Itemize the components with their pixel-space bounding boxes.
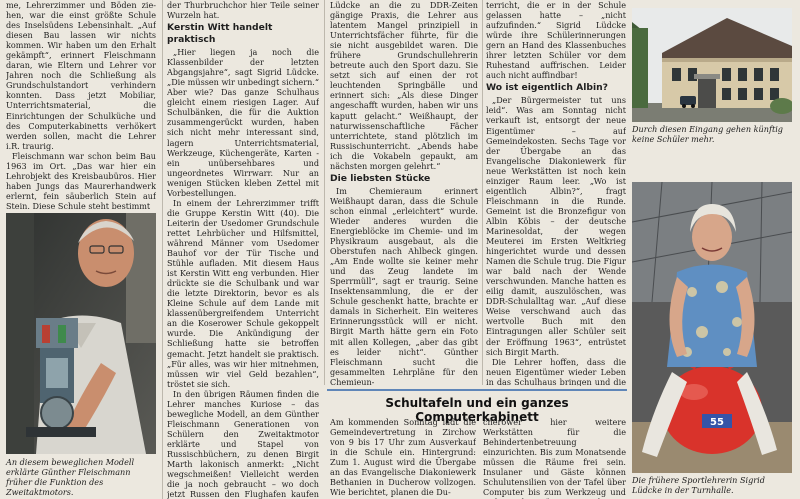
col2-paragraph-2: In einem der Lehrerzimmer trifft die Gruppe Kerstin Witt (40). Die Leiterin der Usedomer Grundschule rettet Lehrbücher und Hilfsmittel, während Männer vom Usedomer Bauhof vor der Tür Tische und Stühle aufladen. Mit diesem Haus ist Kerstin Witt eng verbunden. Hier drückte sie die Schulbank und war die letzte Direktorin, bevor es als Kleine Schule auf dem Lande mit klassenübergreifendem Unterricht an die Koserower Schule gekoppelt wurde. Die Ankündigung der Schließung hatte sie betroffen gemacht. Jetzt handelt sie praktisch. „Für alles, was wir hier mitnehmen, müssen wir viel Geld bezahlen“, tröstet sie sich. [167,197,319,389]
col4-paragraph-1: terricht, die er in der Schule gelassen hatte – „nicht aufzufinden.“ Sigrid Lüdcke würde ihre Schülerinnerungen gern an Hand des Klassenbuches ihrer letzten Schüler vor dem Ruhestand auffrischen. Leider auch nicht auffindbar! [486,0,626,81]
col3-paragraph-1: Lüdcke an die zu DDR-Zeiten gängige Praxis, die Lehrer aus latentem Mangel prinzipiell in Unterrichtsfächer führte, für die sie nicht ausgebildet waren. Die frühere Grundschullehrerin betreute auch den Sport dazu. Sie setzt sich auf einen der rot leuchtenden Springbälle und erinnert sich: „Als diese Dinger angeschafft wurden, haben wir uns kaputt gelacht.“ Weißhaupt, der naturwissenschaftliche Fächer unterrichtete, stand plötzlich im Russischunterricht. „Abends habe ich die Vokabeln gepaukt, am nächsten morgen gelehrt.“ [330,0,478,171]
col3-heading: Die liebsten Stücke [330,172,431,184]
column-separator [162,0,163,499]
info-box-column-2 [483,417,626,499]
col2-paragraph-3: In den übrigen Räumen finden die Lehrer manches Kuriose – das bewegliche Modell, an dem Günther Fleischmann Generationen von Schülern den Zweitaktmotor erklärte und Stapel von Russischbüchern, zu denen Birgit Marth lakonisch anmerkt: „Nicht wegschmeißen! Vielleicht werden die ja noch gebraucht – wo doch jetzt Russen den Flughafen kaufen [167,388,319,499]
ball-label: 55 [710,417,724,428]
photo-teacher-engine-model [6,213,156,454]
col3-paragraph-2: Im Chemieraum erinnert Weißhaupt daran, dass die Schule schon einmal „erleichtert“ wurde. Wieder anderes wurden die Energieblöcke im Chemie- und im Physikraum ausgebaut, als die Oberstufen nach Ahlbeck gingen. „Am Ende wollte sie keiner mehr und das Zeug landete im Sperrmüll“, sagt er traurig. Seine Insektensammlung, die er der Schule geschenkt hatte, brachte er damals in Sicherheit. Ein weiteres Erinnerungsstück will er nicht. Birgit Marth hätte gern ein Foto mit allen Kollegen, „aber das gibt es leider nicht“. Günther Fleischmann sucht die gesammelten Lehrpläne für den Chemieun- [330,185,478,386]
photo-teacher-engine-model-image [6,213,156,454]
caption-bottom-right-photo: Die frühere Sportlehrerin Sigrid Lüdcke in der Turnhalle. [632,475,765,495]
photo-teacher-on-ball-image [632,182,792,473]
photo-teacher-on-ball [632,182,792,473]
info-box-title: Schultafeln und ein ganzes Computerkabinett [385,396,569,424]
column-4 [486,0,626,386]
photo-school-building [632,8,792,122]
photo-school-building-image [632,8,792,122]
info-box-paragraph-1: Am kommenden Sonntag lädt die Gemeindevertretung in Zirchow von 9 bis 17 Uhr zum Ausverkauf in die Schule ein. Hintergrund: Zum 1. August wird die Übergabe an das Evangelische Diakoniewerk Bethanien in Ducherow vollzogen. Wie berichtet, planen die Du- [330,417,476,498]
info-box-column-1 [330,417,476,499]
col1-paragraph-1: me, Lehrerzimmer und Böden zie-hen, war die einst größte Schule des Inselsüdens Lebensinhalt. „Auf diesen Bau lassen wir nichts kommen. Wir haben um den Erhalt gekämpft“, erinnert Fleischmann daran, wie Eltern und Lehrer vor Jahren noch die Schließung als Grundschulstandort verhindern konnten. Dass jetzt Mobiliar, Unterrichtsmaterial, die Einrichtungen der Schulküche und des Computerkabinetts verhökert werden sollen, macht die Lehrer i.R. traurig. [6,0,156,151]
column-1 [6,0,156,210]
col2-paragraph-0: der Thurbruchchor hier Teile seiner Wurzeln hat. [167,0,319,21]
col2-paragraph-1: „Hier liegen ja noch die Klassenbilder der letzten Abgangsjahre“, sagt Sigrid Lüdcke. „Die müssen wir unbedingt sichern.“ Aber wie? Das ganze Schulhaus gleicht einem riesigen Lager. Auf Schulbänken, die für die Auktion zusammengerückt wurden, haben sich nicht mehr interessant sind, lagern Unterrichtsmaterial, Werkzeuge, Küchengeräte, Karten - ein unübersehbares und ungeordnetes Wirrwarr. Nur an wenigen Stücken kleben Zettel mit Vorbestellungen. [167,47,319,198]
col4-paragraph-3: Die Lehrer hoffen, dass die neuen Eigentümer wieder Leben in das Schulhaus bringen und die [486,356,626,386]
col1-paragraph-2: Fleischmann war schon beim Bau 1963 im Ort. „Das war hier ein Lehrobjekt des Kreisbaubüros. Hier haben Jungs das Maurerhandwerk erlernt, fein säuberlich Stein auf Stein. Diese Schule steht bestimmt [6,150,156,210]
column-separator [482,0,483,385]
info-box-top-rule [327,389,627,391]
col4-paragraph-2: „Der Bürgermeister tut uns leid“. Was am Sonntag nicht verkauft ist, entsorgt der neue Eigentümer – auf Gemeindekosten. Sechs Tage vor der Übergabe an das Evangelische Diakoniewerk für neue Werkstätten ist noch kein einziger Raum leer. „Wo ist eigentlich Albin?“, fragt Fleischmann in die Runde. Gemeint ist die Bronzefigur von Albin Köbis – der deutsche Marinesoldat, der wegen Meuterei im Ersten Weltkrieg hingerichtet wurde und dessen Namen die Schule trug. Die Figur war bald nach der Wende verschwunden. Manche hatten es eilig damit, auszulöschen, was DDR-Schulalltag war. „Auf diese Weise verschwand auch das wertvolle Buch mit den Eintragungen aller Schüler seit der Eröffnung 1963“, entrüstet sich Birgit Marth. [486,95,626,357]
column-2 [167,0,319,499]
col2-heading: Kerstin Witt handelt praktisch [167,22,273,46]
info-box-paragraph-2: cherower hier weitere Werkstätten für die Behindertenbetreuung einzurichten. Bis zum Monatsende müssen die Räume frei sein. Insulaner und Gäste können Schulutensilien von der Tafel über Computer bis zum Werkzeug und [483,417,626,498]
caption-top-right-photo: Durch diesen Eingang gehen künftig keine Schüler mehr. [632,124,783,144]
column-separator [324,0,325,385]
caption-left-photo: An diesem beweglichen Modell erklärte Günther Fleischmann früher die Funktion des Zweitaktmotors. [6,457,135,497]
col4-heading: Wo ist eigentlich Albin? [486,82,608,94]
column-3 [330,0,478,386]
